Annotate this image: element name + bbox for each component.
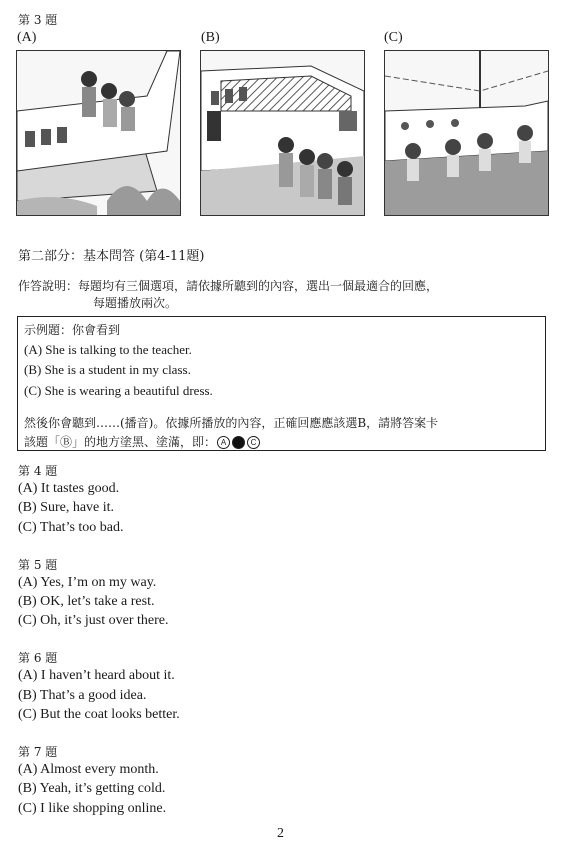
example-note-line-1: 然後你會聽到……(播音)。依據所播放的內容，正確回應應該選B，請將答案卡 — [24, 416, 439, 430]
question-4-option-a: (A) It tastes good. — [18, 481, 120, 496]
question-7-option-b: (B) Yeah, it’s getting cold. — [18, 781, 166, 796]
bubble-filled-icon — [232, 436, 245, 449]
example-option-a: (A) She is talking to the teacher. — [24, 342, 192, 357]
picture-b-kids-on-dock — [200, 50, 365, 216]
image-b-label: (B) — [201, 30, 220, 45]
question-7-option-a: (A) Almost every month. — [18, 762, 159, 777]
question-6-option-c: (C) But the coat looks better. — [18, 707, 180, 722]
example-note-text: 該題「Ⓑ」的地方塗黑、塗滿，即： — [24, 435, 217, 449]
example-option-b: (B) She is a student in my class. — [24, 362, 191, 377]
question-4-option-c: (C) That’s too bad. — [18, 520, 124, 535]
question-4-title: 第 4 題 — [18, 464, 58, 478]
section-2-title: 第二部分：基本問答 (第4-11題) — [18, 249, 205, 264]
example-option-c: (C) She is wearing a beautiful dress. — [24, 383, 213, 398]
example-heading: 示例題：你會看到 — [24, 323, 121, 337]
question-3-title: 第 3 題 — [18, 13, 58, 27]
bubble-c-icon: C — [247, 436, 260, 449]
picture-c-kids-in-water — [384, 50, 549, 216]
image-c-label: (C) — [384, 30, 403, 45]
example-note-line-2 — [24, 433, 261, 450]
question-5-option-a: (A) Yes, I’m on my way. — [18, 575, 157, 590]
instructions-line-1: 作答說明：每題均有三個選項，請依據所聽到的內容，選出一個最適合的回應， — [18, 279, 439, 293]
question-7-option-c: (C) I like shopping online. — [18, 801, 167, 816]
question-4-option-b: (B) Sure, have it. — [18, 500, 115, 515]
question-5-option-b: (B) OK, let’s take a rest. — [18, 594, 155, 609]
question-7-title: 第 7 題 — [18, 745, 58, 759]
question-5-title: 第 5 題 — [18, 558, 58, 572]
question-6-option-b: (B) That’s a good idea. — [18, 688, 147, 703]
instructions — [18, 278, 438, 312]
question-6-title: 第 6 題 — [18, 651, 58, 665]
image-a-label: (A) — [17, 30, 37, 45]
bubble-a-icon: A — [217, 436, 230, 449]
question-5-option-c: (C) Oh, it’s just over there. — [18, 613, 169, 628]
page-number: 2 — [277, 826, 284, 841]
question-6-option-a: (A) I haven’t heard about it. — [18, 668, 175, 683]
instructions-line-2: 每題播放兩次。 — [93, 296, 178, 310]
picture-a-kids-on-ship — [16, 50, 181, 216]
example-box — [17, 316, 546, 451]
